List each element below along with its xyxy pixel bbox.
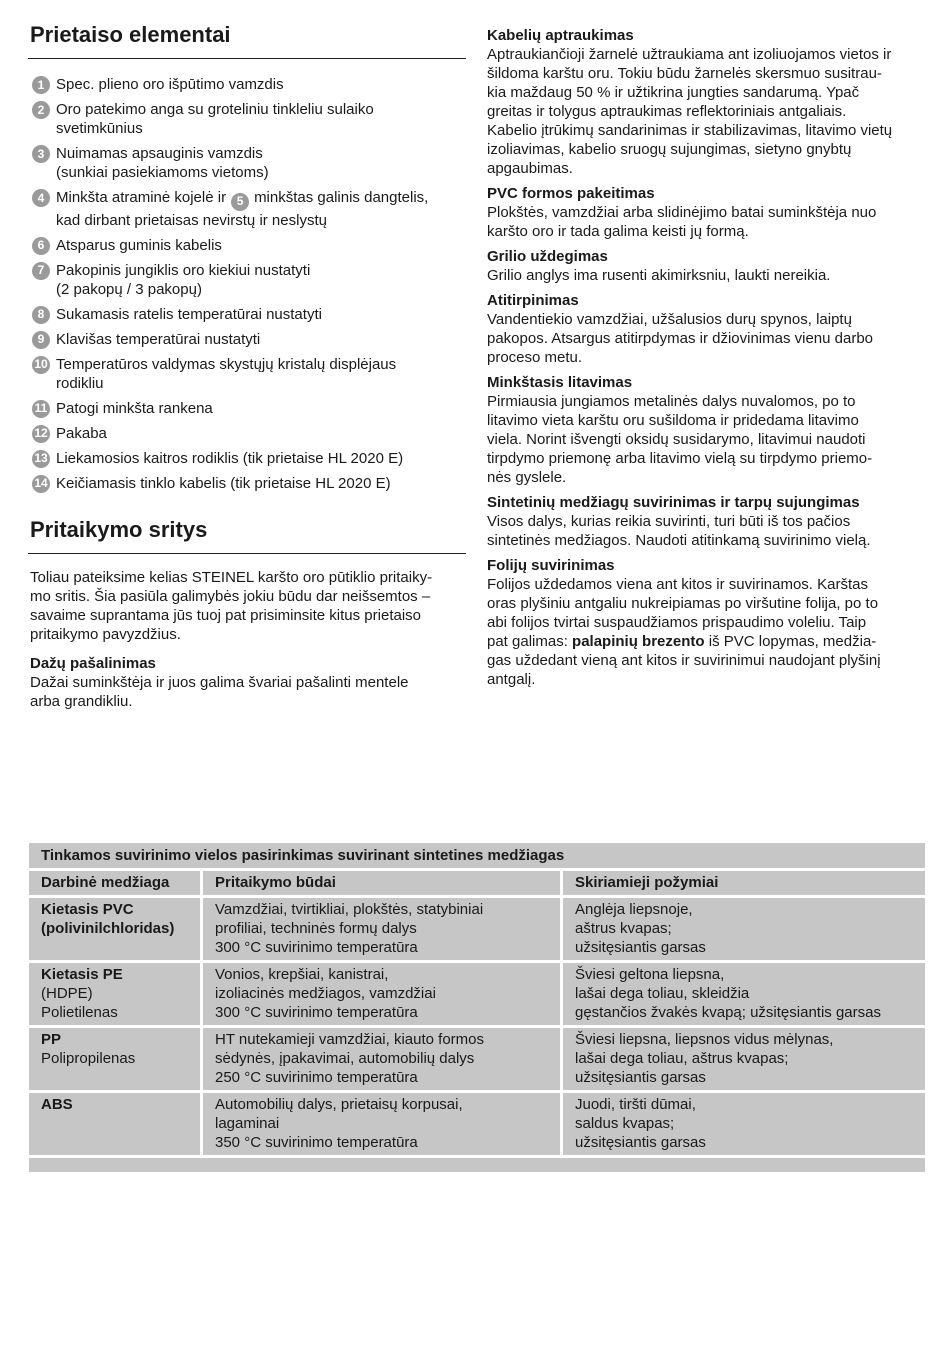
text-line: Pirmiausia jungiamos metalinės dalys nuvalomos, po to [487,393,856,410]
text-line: proceso metu. [487,349,583,366]
item-text: Oro patekimo anga su groteliniu tinkleliu sulaiko [56,101,374,118]
section-text [487,310,919,367]
text-line: kia maždaug 50 % ir užtikrina jungties sandarumą. Ypač [487,84,860,101]
cell-line: užsitęsiantis garsas [575,939,706,956]
item-text: Pakaba [56,424,107,442]
table-header-row [29,871,925,895]
section-title: Atitirpinimas [487,292,579,309]
intro-line: mo sritis. Šia pasiūla galimybės jokiu būdu dar neišsemtos – [30,587,431,605]
number-badge: 2 [32,101,50,119]
material-cell [29,1093,200,1155]
pvc-reshaping-section [487,184,919,241]
cell-line: 350 °C suvirinimo temperatūra [215,1134,418,1151]
grill-lighting-section [487,247,919,285]
number-badge: 9 [32,331,50,349]
item-text: Klavišas temperatūrai nustatyti [56,330,261,348]
material-detail: (HDPE) [41,985,93,1002]
cell-line: 250 °C suvirinimo temperatūra [215,1069,418,1086]
number-badge: 13 [32,450,50,468]
item-text: minkštas galinis dangtelis, [254,189,429,206]
cell-line: HT nutekamieji vamzdžiai, kiauto formos [215,1031,484,1048]
item-text: kad dirbant prietaisas nevirstų ir neslystų [56,211,327,229]
text-line: greitas ir tolygus aptraukimas reflektoriniais antgaliais. [487,103,847,120]
cell-line: Automobilių dalys, prietaisų korpusai, [215,1096,463,1113]
number-badge: 4 [32,189,50,207]
text-line: apgaubimas. [487,160,573,177]
text-line: tirpdymo priemonę arba litavimo vielą su tirpdymo priemo- [487,450,873,467]
section-title: Kabelių aptraukimas [487,27,634,44]
cell-line: 300 °C suvirinimo temperatūra [215,939,418,956]
number-badge: 5 [231,193,249,211]
material-detail: Polietilenas [41,1004,118,1021]
table-row [29,898,925,960]
text-line: šildoma karštu oru. Tokiu būdu žarnelės skersmuo susitrau- [487,65,882,82]
signs-cell [560,963,925,1025]
text-line: viela. Norint išvengti oksidų susidarymo, litavimui naudoti [487,431,866,448]
number-badge: 12 [32,425,50,443]
table-row [29,963,925,1025]
uses-cell [200,898,560,960]
cell-line: Anglėja liepsnoje, [575,901,693,918]
text-line: Aptraukiančioji žarnelė užtraukiama ant izoliuojamos vietos ir [487,46,892,63]
column-header: Darbinė medžiaga [29,871,200,895]
material-name: Kietasis PE [41,966,123,983]
number-badge: 10 [32,356,50,374]
cell-line: Šviesi geltona liepsna, [575,966,725,983]
text-line: Plokštės, vamzdžiai arba slidinėjimo batai suminkštėja nuo [487,204,877,221]
cell-line: Vamzdžiai, tvirtikliai, plokštės, statybiniai [215,901,484,918]
signs-cell [560,1093,925,1155]
list-item [28,236,466,255]
column-header: Pritaikymo būdai [200,871,560,895]
cell-line: Šviesi liepsna, liepsnos vidus mėlynas, [575,1031,834,1048]
item-text: rodikliu [56,374,104,392]
list-item [28,355,466,393]
text-line: karšto oro ir tada galima keisti jų formą. [487,223,749,240]
text-line: Dažai suminkštėja ir juos galima švariai pašalinti mentele [30,673,409,691]
item-text: Keičiamasis tinklo kabelis (tik prietaise HL 2020 E) [56,474,391,492]
section-title: Dažų pašalinimas [30,654,156,672]
section-title: Minkštasis litavimas [487,374,633,391]
page-title: Prietaiso elementai [28,22,466,59]
table-row [29,1093,925,1155]
section-title: Grilio uždegimas [487,248,608,265]
table [29,868,925,1158]
intro-line: pritaikymo pavyzdžius. [30,625,181,643]
uses-cell [200,963,560,1025]
cable-shrink-section [487,26,919,178]
item-text: Pakopinis jungiklis oro kiekiui nustatyti [56,261,311,279]
cell-line: Juodi, tiršti dūmai, [575,1096,696,1113]
section-text [487,266,919,285]
number-badge: 1 [32,76,50,94]
cell-line: izoliacinės medžiagos, vamzdžiai [215,985,436,1002]
list-item [28,100,466,138]
text-line: Folijos uždedamos viena ant kitos ir suvirinamos. Karštas [487,576,868,593]
table-caption: Tinkamos suvirinimo vielos pasirinkimas suvirinant sintetines medžiagas [29,843,925,868]
cell-line: 300 °C suvirinimo temperatūra [215,1004,418,1021]
section-text [30,673,466,711]
text-line: izoliavimas, kabelio sruogų sujungimas, sietyno gnybtų [487,141,852,158]
soft-soldering-section [487,373,919,487]
item-text: Sukamasis ratelis temperatūrai nustatyti [56,305,322,323]
foil-welding-section [487,556,919,689]
cell-line: profiliai, techninės formų dalys [215,920,417,937]
list-item [28,188,466,230]
item-text: Nuimamas apsauginis vamzdis [56,145,263,162]
section-title: PVC formos pakeitimas [487,185,655,202]
text-fragment: iš PVC lopymas, medžia- [704,633,877,650]
list-item [28,261,466,299]
cell-line: lašai dega toliau, skleidžia [575,985,750,1002]
section-title: Folijų suvirinimas [487,557,615,574]
list-item [28,305,466,324]
text-line: nės gyslele. [487,469,567,486]
intro-paragraph [30,568,466,644]
item-text: Minkšta atraminė kojelė ir [56,189,227,206]
text-line [487,632,919,651]
column-header: Skiriamieji požymiai [560,871,925,895]
emphasis-text: palapinių brezento [572,633,705,650]
number-badge: 6 [32,237,50,255]
text-line: sintetinės medžiagos. Naudoti atitinkamą suvirinimo vielą. [487,532,871,549]
material-name: ABS [41,1096,73,1113]
cell-line: užsitęsiantis garsas [575,1069,706,1086]
text-line: oras plyšiniu antgaliu nukreipiamas po viršutine folija, po to [487,595,879,612]
number-badge: 7 [32,262,50,280]
number-badge: 8 [32,306,50,324]
text-line: Vandentiekio vamzdžiai, užšalusios durų spynos, laiptų [487,311,852,328]
text-line: abi folijos tvirtai suspaudžiamos prispaudimo voleliu. Taip [487,614,867,631]
number-badge: 3 [32,145,50,163]
item-text: Atsparus guminis kabelis [56,236,222,254]
text-line: Grilio anglys ima rusenti akimirksniu, laukti nereikia. [487,267,831,284]
intro-line: Toliau pateiksime kelias STEINEL karšto oro pūtiklio pritaiky- [30,568,433,586]
text-line: arba grandikliu. [30,692,133,710]
text-line: gas uždedant vieną ant kitos ir suvirinimui naudojant plyšinį [487,652,881,669]
cell-line: aštrus kvapas; [575,920,672,937]
material-cell [29,1028,200,1090]
table-row [29,1028,925,1090]
item-text: Patogi minkšta rankena [56,399,213,417]
list-item [28,399,466,418]
text-line: litavimo vieta karštu oru sušildoma ir pridedama litavimo [487,412,859,429]
material-name: (polivinilchloridas) [41,920,175,937]
left-column [28,22,466,717]
material-name: Kietasis PVC [41,901,134,918]
cell-line: lašai dega toliau, aštrus kvapas; [575,1050,789,1067]
cell-line: lagaminai [215,1115,280,1132]
text-fragment: pat galimas: [487,633,573,650]
elements-list [28,75,466,493]
synthetic-welding-section [487,493,919,550]
section-text [487,392,919,487]
material-detail: Polipropilenas [41,1050,136,1067]
signs-cell [560,1028,925,1090]
number-badge: 14 [32,475,50,493]
material-name: PP [41,1031,62,1048]
section-text [487,203,919,241]
cell-line: gęstančios žvakės kvapą; užsitęsiantis garsas [575,1004,881,1021]
item-text: Spec. plieno oro išpūtimo vamzdis [56,76,284,93]
number-badge: 11 [32,400,50,418]
item-text: svetimkūnius [56,120,143,137]
section-heading: Pritaikymo sritys [28,517,466,554]
item-text: (sunkiai pasiekiamoms vietoms) [56,164,269,181]
text-line: pakopos. Atsargus atitirpdymas ir džiovinimas vienu darbo [487,330,874,347]
paint-removal-section [30,654,466,711]
list-item [28,144,466,182]
cell-line: užsitęsiantis garsas [575,1134,706,1151]
uses-cell [200,1093,560,1155]
list-item [28,449,466,468]
uses-cell [200,1028,560,1090]
text-line: Kabelio įtrūkimų sandarinimas ir stabilizavimas, litavimo vietų [487,122,893,139]
intro-line: savaime suprantama jūs tuoj pat prisiminsite kitus prietaiso [30,606,422,624]
cell-line: sėdynės, įpakavimai, automobilių dalys [215,1050,475,1067]
section-title: Sintetinių medžiagų suvirinimas ir tarpų sujungimas [487,494,860,511]
signs-cell [560,898,925,960]
cell-line: Vonios, krepšiai, kanistrai, [215,966,389,983]
material-cell [29,963,200,1025]
material-cell [29,898,200,960]
text-line: antgalį. [487,671,536,688]
item-text: Liekamosios kaitros rodiklis (tik prietaise HL 2020 E) [56,449,404,467]
item-text: Temperatūros valdymas skystųjų kristalų displėjaus [56,355,397,373]
thawing-section [487,291,919,367]
list-item [28,424,466,443]
right-column [487,26,919,695]
section-text [487,45,919,178]
welding-rod-table [29,843,925,1172]
list-item [28,474,466,493]
section-text [487,575,919,689]
cell-line: saldus kvapas; [575,1115,675,1132]
table-footer-bar [29,1158,925,1172]
list-item [28,75,466,94]
item-text: (2 pakopų / 3 pakopų) [56,280,202,298]
section-text [487,512,919,550]
text-line: Visos dalys, kurias reikia suvirinti, turi būti iš tos pačios [487,513,851,530]
list-item [28,330,466,349]
